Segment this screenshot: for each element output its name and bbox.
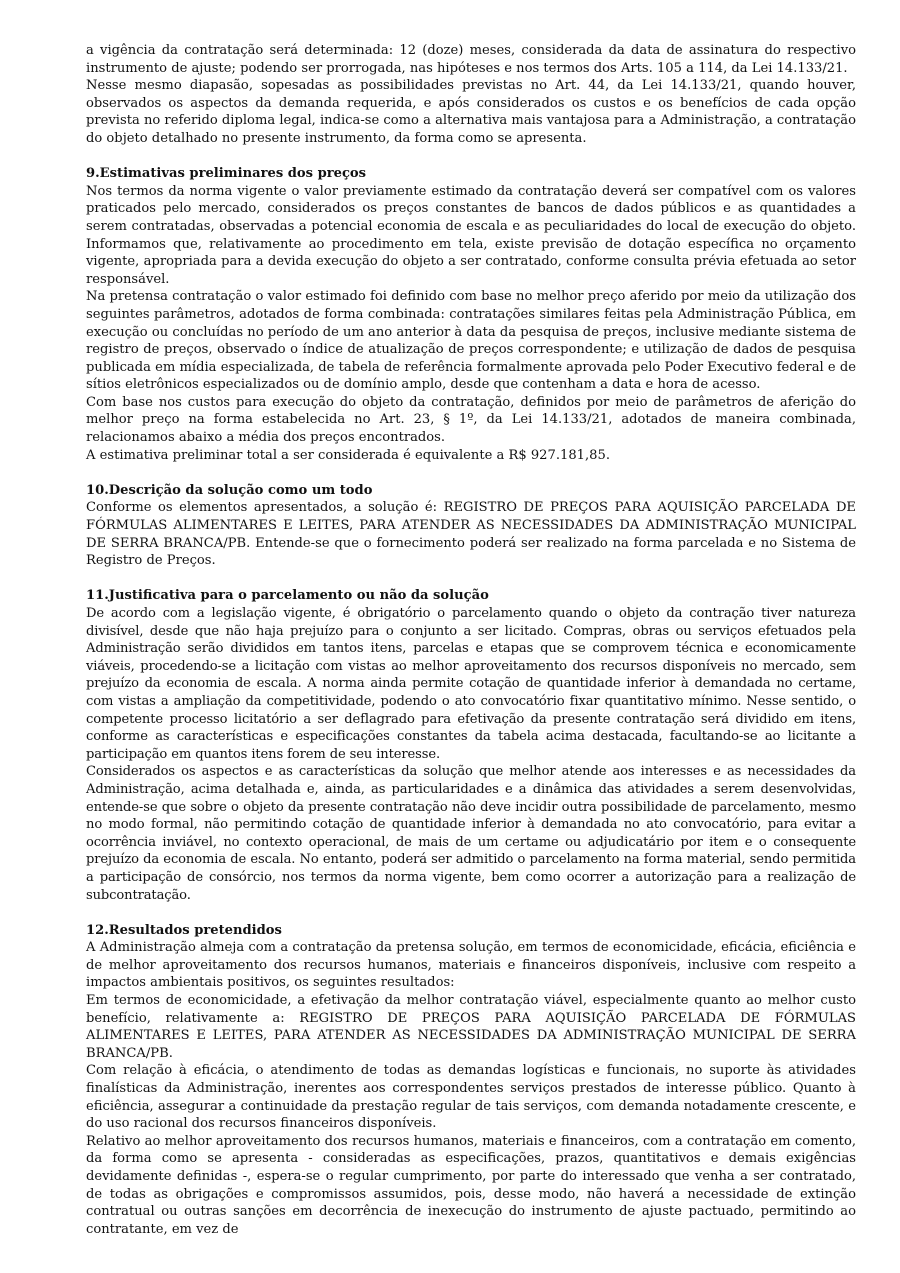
section-12-paragraph-4: Relativo ao melhor aproveitamento dos recursos humanos, materiais e financeiros, com a contratação em comento, da forma como se apresenta - consideradas as especificações, prazos, quantitativos e demais exigências devidamente definidas -, espera-se o regular cumprimento, por parte do interessado que venha a ser contratado, de todas as obrigações e compromissos assumidos, pois, desse modo, não haverá a necessidade de extinção contratual ou outras sanções em decorrência de inexecução do instrumento de ajuste pactuado, permitindo ao contratante, em vez de (86, 1133, 856, 1237)
section-11-heading: 11.Justificativa para o parcelamento ou não da solução (86, 588, 489, 604)
section-12 (86, 922, 856, 1239)
section-11 (86, 587, 856, 904)
intro-block (86, 42, 856, 148)
section-9-paragraph-3: Com base nos custos para execução do objeto da contratação, definidos por meio de parâmetros de aferição do melhor preço na forma estabelecida no Art. 23, § 1º, da Lei 14.133/21, adotados de maneira combinada, relacionamos abaixo a média dos preços encontrados. (86, 394, 856, 446)
section-9-paragraph-1: Nos termos da norma vigente o valor previamente estimado da contratação deverá ser compatível com os valores praticados pelo mercado, considerados os preços constantes de bancos de dados públicos e as quantidades a serem contratadas, observadas a potencial economia de escala e as peculiaridades do local de execução do objeto. Informamos que, relativamente ao procedimento em tela, existe previsão de dotação específica no orçamento vigente, apropriada para a devida execução do objeto a ser contratado, conforme consulta prévia efetuada ao setor responsável. (86, 183, 856, 287)
intro-paragraph-2: Nesse mesmo diapasão, sopesadas as possibilidades previstas no Art. 44, da Lei 14.133/21, quando houver, observados os aspectos da demanda requerida, e após considerados os custos e os benefícios de cada opção prevista no referido diploma legal, indica-se como a alternativa mais vantajosa para a Administração, a contratação do objeto detalhado no presente instrumento, da forma como se apresenta. (86, 78, 856, 146)
section-9-paragraph-2: Na pretensa contratação o valor estimado foi definido com base no melhor preço aferido por meio da utilização dos seguintes parâmetros, adotados de forma combinada: contratações similares feitas pela Administração Pública, em execução ou concluídas no período de um ano anterior à data da pesquisa de preços, inclusive mediante sistema de registro de preços, observado o índice de atualização de preços correspondente; e utilização de dados de pesquisa publicada em mídia especializada, de tabela de referência formalmente aprovada pelo Poder Executivo federal e de sítios eletrônicos especializados ou de domínio amplo, desde que contenham a data e hora de acesso. (86, 289, 856, 393)
intro-paragraph-1: a vigência da contratação será determinada: 12 (doze) meses, considerada da data de assinatura do respectivo instrumento de ajuste; podendo ser prorrogada, nas hipóteses e nos termos dos Arts. 105 a 114, da Lei 14.133/21. (86, 43, 856, 76)
section-12-paragraph-2: Em termos de economicidade, a efetivação da melhor contratação viável, especialmente quanto ao melhor custo benefício, relativamente a: REGISTRO DE PREÇOS PARA AQUISIÇÃO PARCELADA DE FÓRMULAS ALIMENTARES E LEITES, PARA ATENDER AS NECESSIDADES DA ADMINISTRAÇÃO MUNICIPAL DE SERRA BRANCA/PB. (86, 993, 856, 1061)
section-12-paragraph-3: Com relação à eficácia, o atendimento de todas as demandas logísticas e funcionais, no suporte às atividades finalísticas da Administração, inerentes aos correspondentes serviços prestados de interesse público. Quanto à eficiência, assegurar a continuidade da prestação regular de tais serviços, com demanda notadamente crescente, e do uso racional dos recursos financeiros disponíveis. (86, 1063, 856, 1132)
section-10 (86, 482, 856, 570)
document-page (86, 42, 856, 1238)
section-10-heading: 10.Descrição da solução como um todo (86, 482, 373, 498)
section-10-paragraph-1: Conforme os elementos apresentados, a solução é: REGISTRO DE PREÇOS PARA AQUISIÇÃO PARCELADA DE FÓRMULAS ALIMENTARES E LEITES, PARA ATENDER AS NECESSIDADES DA ADMINISTRAÇÃO MUNICIPAL DE SERRA BRANCA/PB. Entende-se que o fornecimento poderá ser realizado na forma parcelada e no Sistema de Registro de Preços. (86, 500, 856, 569)
section-12-heading: 12.Resultados pretendidos (86, 922, 282, 938)
section-12-paragraph-1: A Administração almeja com a contratação da pretensa solução, em termos de economicidade, eficácia, eficiência e de melhor aproveitamento dos recursos humanos, materiais e financeiros disponíveis, inclusive com respeito a impactos ambientais positivos, os seguintes resultados: (86, 940, 856, 991)
section-9 (86, 165, 856, 464)
section-9-estimate-total: A estimativa preliminar total a ser considerada é equivalente a R$ 927.181,85. (86, 447, 610, 463)
section-9-heading: 9.Estimativas preliminares dos preços (86, 166, 367, 182)
section-11-paragraph-2: Considerados os aspectos e as características da solução que melhor atende aos interesses e as necessidades da Administração, acima detalhada e, ainda, as particularidades e a dinâmica das atividades a serem desenvolvidas, entende-se que sobre o objeto da presente contratação não deve incidir outra possibilidade de parcelamento, mesmo no modo formal, não permitindo cotação de quantidade inferior à demandada no ato convocatório, para evitar a ocorrência inviável, no contexto operacional, de mais de um certame ou adjudicatário por item e o consequente prejuízo da economia de escala. No entanto, poderá ser admitido o parcelamento na forma material, sendo permitida a participação de consórcio, nos termos da norma vigente, bem como ocorrer a autorização para a realização de subcontratação. (86, 764, 856, 903)
section-11-paragraph-1: De acordo com a legislação vigente, é obrigatório o parcelamento quando o objeto da contração tiver natureza divisível, desde que não haja prejuízo para o conjunto a ser licitado. Compras, obras ou serviços efetuados pela Administração serão divididos em tantos itens, parcelas e etapas que se comprovem técnica e economicamente viáveis, procedendo-se a licitação com vistas ao melhor aproveitamento dos recursos disponíveis no mercado, sem prejuízo da economia de escala. A norma ainda permite cotação de quantidade inferior à demandada no certame, com vistas a ampliação da competitividade, podendo o ato convocatório fixar quantitativo mínimo. Nesse sentido, o competente processo licitatório a ser deflagrado para efetivação da presente contratação será dividido em itens, conforme as características e especificações constantes da tabela acima destacada, facultando-se ao licitante a participação em quantos itens forem de seu interesse. (86, 606, 856, 762)
